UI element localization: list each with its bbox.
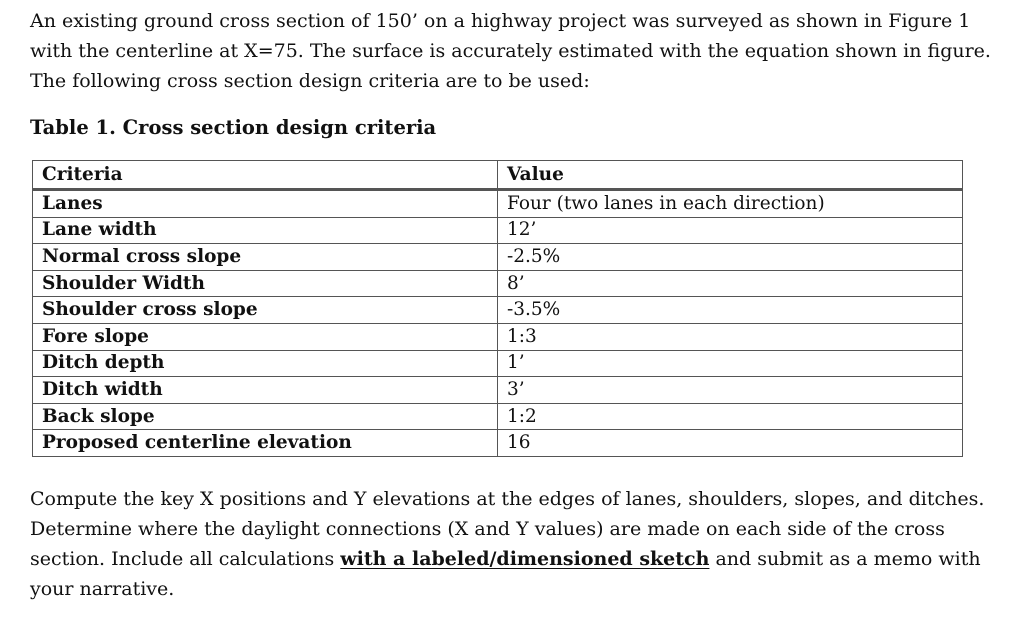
criteria-cell: Normal cross slope xyxy=(33,244,498,271)
intro-line-3: The following cross section design criteria are to be used: xyxy=(30,70,590,92)
table-row xyxy=(33,323,963,350)
value-cell: -3.5% xyxy=(498,297,963,324)
value-cell: 8’ xyxy=(498,270,963,297)
table-caption: Table 1. Cross section design criteria xyxy=(30,116,437,139)
table-row xyxy=(33,270,963,297)
outro-line-3 xyxy=(30,544,990,574)
table-row xyxy=(33,350,963,377)
criteria-cell: Lanes xyxy=(33,190,498,218)
value-cell: 1:2 xyxy=(498,403,963,430)
table-row xyxy=(33,217,963,244)
value-cell: -2.5% xyxy=(498,244,963,271)
outro-line-1: Compute the key X positions and Y elevations at the edges of lanes, shoulders, slopes, and ditches. xyxy=(30,488,985,510)
table-row xyxy=(33,297,963,324)
value-cell: 3’ xyxy=(498,377,963,404)
criteria-cell: Shoulder Width xyxy=(33,270,498,297)
intro-paragraph xyxy=(30,6,990,96)
value-cell: Four (two lanes in each direction) xyxy=(498,190,963,218)
value-cell: 12’ xyxy=(498,217,963,244)
outro-line-4: your narrative. xyxy=(30,578,175,600)
outro-line-3-end: and submit as a memo with xyxy=(709,548,981,570)
criteria-table xyxy=(32,160,963,457)
outro-line-2: Determine where the daylight connections (X and Y values) are made on each side of the cross xyxy=(30,518,945,540)
table-header-row xyxy=(33,161,963,190)
outro-line-3-start: section. Include all calculations xyxy=(30,548,341,570)
value-cell: 16 xyxy=(498,430,963,457)
header-criteria: Criteria xyxy=(33,161,498,190)
outro-paragraph xyxy=(30,484,990,604)
table-row xyxy=(33,244,963,271)
table-row xyxy=(33,430,963,457)
criteria-cell: Ditch depth xyxy=(33,350,498,377)
intro-line-2: with the centerline at X=75. The surface is accurately estimated with the equation shown in figure. xyxy=(30,40,991,62)
value-cell: 1:3 xyxy=(498,323,963,350)
criteria-cell: Fore slope xyxy=(33,323,498,350)
value-cell: 1’ xyxy=(498,350,963,377)
table-row xyxy=(33,190,963,218)
intro-line-1: An existing ground cross section of 150’ on a highway project was surveyed as shown in Figure 1 xyxy=(30,10,971,32)
criteria-cell: Back slope xyxy=(33,403,498,430)
table-row xyxy=(33,403,963,430)
criteria-cell: Shoulder cross slope xyxy=(33,297,498,324)
criteria-cell: Ditch width xyxy=(33,377,498,404)
emphasized-requirement: with a labeled/dimensioned sketch xyxy=(340,548,710,570)
criteria-cell: Lane width xyxy=(33,217,498,244)
header-value: Value xyxy=(498,161,963,190)
criteria-cell: Proposed centerline elevation xyxy=(33,430,498,457)
table-row xyxy=(33,377,963,404)
